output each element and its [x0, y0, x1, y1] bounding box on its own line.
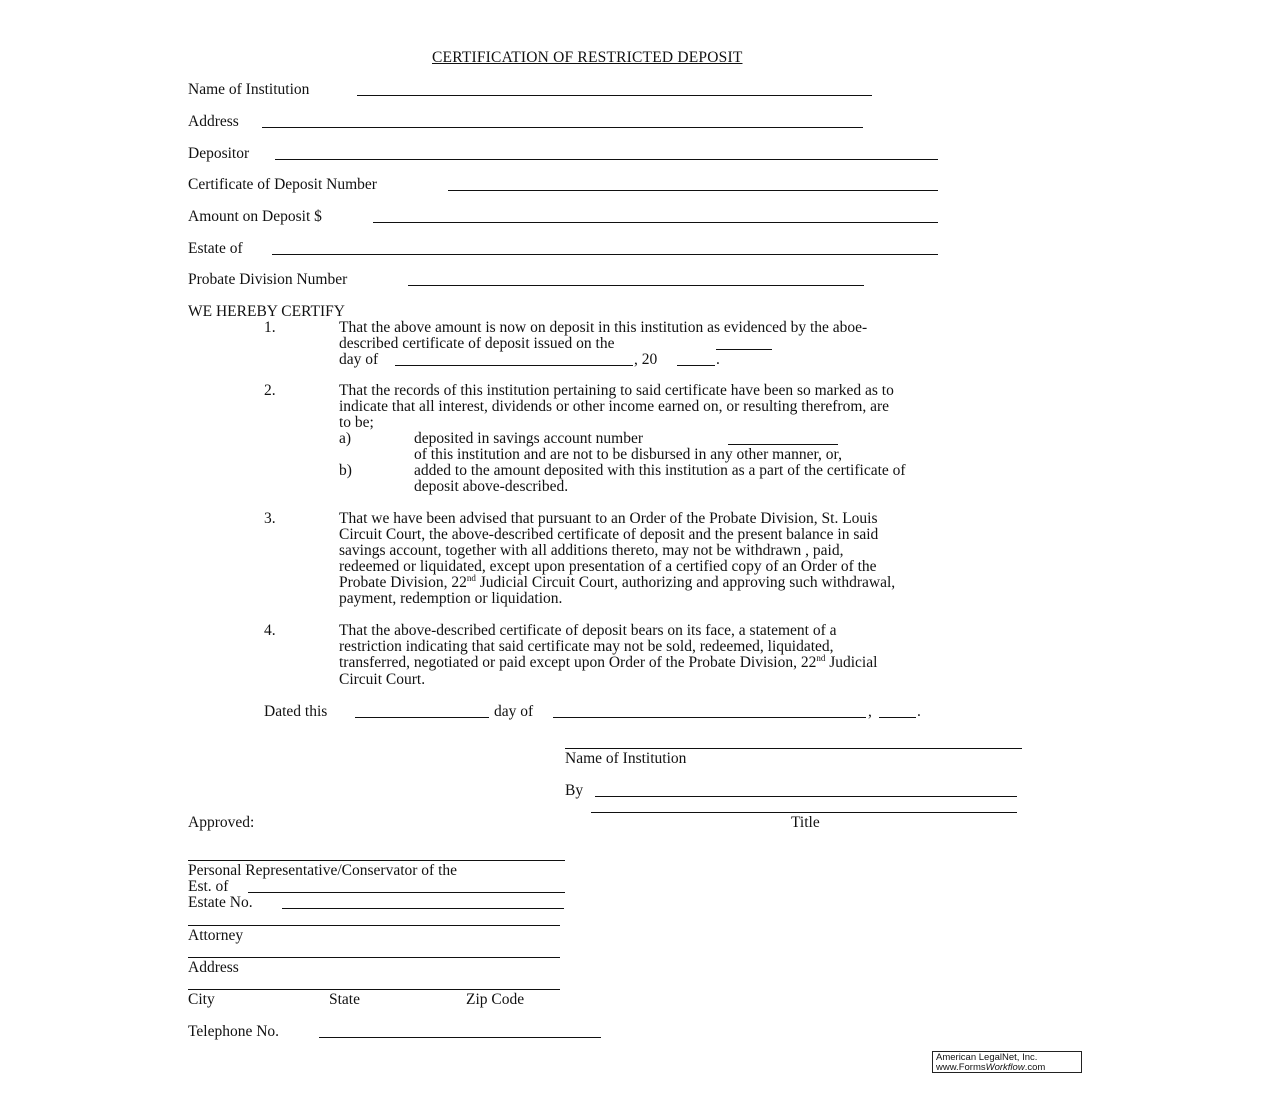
state-label: State	[329, 991, 360, 1008]
item2-number: 2.	[264, 382, 276, 399]
dated-year-blank[interactable]	[879, 717, 916, 718]
estate-no-label: Estate No.	[188, 894, 253, 911]
zip-label: Zip Code	[466, 991, 525, 1008]
amount-label: Amount on Deposit $	[188, 208, 322, 225]
probate-label: Probate Division Number	[188, 271, 348, 288]
dated-comma: ,	[868, 703, 872, 720]
item2-line2: indicate that all interest, dividends or other income earned on, or resulting therefrom, are	[339, 398, 890, 415]
item4-line1: That the above-described certificate of deposit bears on its face, a statement of a	[339, 622, 837, 639]
item1-year-blank[interactable]	[677, 365, 715, 366]
probate-field[interactable]	[408, 285, 864, 286]
telephone-label: Telephone No.	[188, 1023, 280, 1040]
item4-line2: restriction indicating that said certificate may not be sold, redeemed, liquidated,	[339, 638, 834, 655]
dated-day-blank[interactable]	[355, 717, 489, 718]
estate-no-field[interactable]	[282, 908, 564, 909]
item4-line4: Circuit Court.	[339, 671, 426, 688]
telephone-field[interactable]	[319, 1037, 601, 1038]
item3-line4: redeemed or liquidated, except upon presentation of a certified copy of an Order of the	[339, 558, 877, 575]
item2-line1: That the records of this institution pertaining to said certificate have been so marked as to	[339, 382, 894, 399]
signature-institution-label: Name of Institution	[565, 750, 687, 767]
dated-label: Dated this	[264, 703, 328, 720]
publisher-name: American LegalNet, Inc.	[936, 1052, 1038, 1063]
attorney-label: Attorney	[188, 927, 244, 944]
item3-line6: payment, redemption or liquidation.	[339, 590, 563, 607]
city-state-zip-line[interactable]	[188, 989, 560, 990]
publisher-url-c: .com	[1024, 1062, 1046, 1073]
certify-heading: WE HEREBY CERTIFY	[188, 303, 345, 320]
item4-line3-a: transferred, negotiated or paid except upon Order of the Probate Division, 22	[339, 654, 817, 671]
item2-b-label: b)	[339, 462, 352, 479]
item3-line3: savings account, together with all additions thereto, may not be withdrawn , paid,	[339, 542, 844, 559]
signature-by-line[interactable]	[595, 796, 1017, 797]
item1-day-of-label: day of	[339, 351, 379, 368]
publisher-url	[936, 1063, 1081, 1073]
item4-number: 4.	[264, 622, 276, 639]
item2-a-line2: of this institution and are not to be disbursed in any other manner, or,	[414, 446, 842, 463]
item4-line3	[339, 655, 877, 671]
item3-number: 3.	[264, 510, 276, 527]
item3-line1: That we have been advised that pursuant to an Order of the Probate Division, St. Louis	[339, 510, 878, 527]
depositor-label: Depositor	[188, 145, 250, 162]
item2-line3: to be;	[339, 414, 374, 431]
est-of-field[interactable]	[248, 892, 565, 893]
institution-field[interactable]	[357, 95, 872, 96]
est-of-label: Est. of	[188, 878, 229, 895]
item3-line5-b: Judicial Circuit Court, authorizing and approving such withdrawal,	[475, 574, 896, 591]
document-title: CERTIFICATION OF RESTRICTED DEPOSIT	[432, 49, 743, 66]
item3-line5-sup: nd	[466, 573, 476, 583]
estate-label: Estate of	[188, 240, 243, 257]
item2-a-label: a)	[339, 430, 352, 447]
item3-line5-a: Probate Division, 22	[339, 574, 467, 591]
item1-year-prefix: , 20	[634, 351, 658, 368]
signature-by-label: By	[565, 782, 584, 799]
publisher-url-b: Workflow	[985, 1062, 1025, 1073]
item1-day-blank[interactable]	[395, 365, 633, 366]
cd-number-field[interactable]	[448, 190, 938, 191]
item1-line1: That the above amount is now on deposit in this institution as evidenced by the aboe-	[339, 319, 868, 336]
attorney-line[interactable]	[188, 925, 560, 926]
item3-line2: Circuit Court, the above-described certificate of deposit and the present balance in said	[339, 526, 879, 543]
approval-address-line[interactable]	[188, 957, 560, 958]
signature-institution-line[interactable]	[565, 748, 1022, 749]
approved-label: Approved:	[188, 814, 255, 831]
signature-title-label: Title	[791, 814, 820, 831]
dated-day-of-label: day of	[494, 703, 534, 720]
approval-address-label: Address	[188, 959, 239, 976]
item1-issued-blank[interactable]	[716, 349, 772, 350]
depositor-field[interactable]	[275, 159, 938, 160]
item2-a-line1: deposited in savings account number	[414, 430, 644, 447]
item1-number: 1.	[264, 319, 276, 336]
savings-account-blank[interactable]	[728, 444, 838, 445]
address-field[interactable]	[262, 127, 863, 128]
dated-period: .	[917, 703, 921, 720]
cd-number-label: Certificate of Deposit Number	[188, 176, 377, 193]
item2-b-line2: deposit above-described.	[414, 478, 569, 495]
rep-label: Personal Representative/Conservator of the	[188, 862, 458, 879]
item1-line2: described certificate of deposit issued on the	[339, 335, 615, 352]
dated-month-blank[interactable]	[553, 717, 866, 718]
institution-label: Name of Institution	[188, 81, 310, 98]
address-label: Address	[188, 113, 239, 130]
rep-signature-line[interactable]	[188, 860, 565, 861]
item3-line5	[339, 575, 895, 591]
signature-title-line[interactable]	[591, 812, 1017, 813]
item4-line3-sup: nd	[816, 653, 826, 663]
item2-b-line1: added to the amount deposited with this institution as a part of the certificate of	[414, 462, 906, 479]
estate-field[interactable]	[272, 254, 938, 255]
item4-line3-b: Judicial	[825, 654, 878, 671]
publisher-url-a: www.Forms	[936, 1062, 986, 1073]
city-label: City	[188, 991, 215, 1008]
item1-period: .	[716, 351, 720, 368]
publisher-stamp	[932, 1051, 1082, 1073]
amount-field[interactable]	[373, 222, 938, 223]
